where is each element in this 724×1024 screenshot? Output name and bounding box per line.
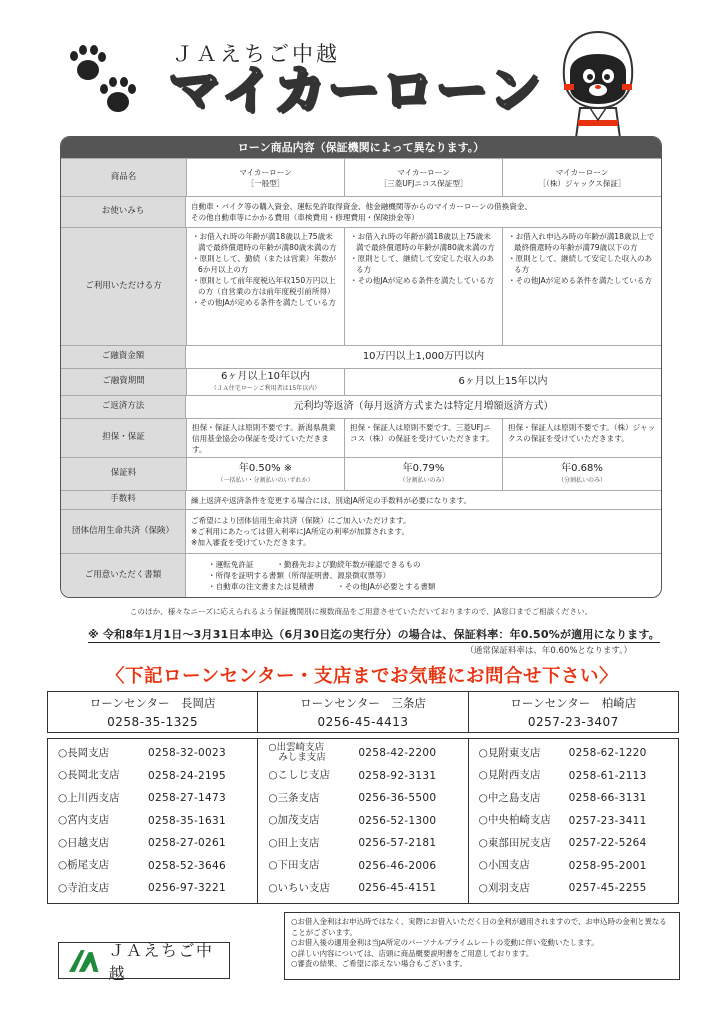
row-label: 団体信用生命共済（保険） bbox=[61, 510, 186, 553]
loan-center-nagaoka: ローンセンター 長岡店 0258-35-1325 bbox=[48, 692, 258, 732]
normal-rate-note: （通常保証料率は、年0.60%となります。） bbox=[465, 646, 632, 656]
fees-text: 繰上返済や返済条件を変更する場合には、別途JA所定の手数料が必要になります。 bbox=[191, 495, 472, 505]
phone-number: 0257-23-3407 bbox=[527, 715, 619, 729]
list-item: ○栃尾支店 0258-52-3646 bbox=[58, 859, 226, 872]
loan-center-sanjo: ローンセンター 三条店 0256-45-4413 bbox=[258, 692, 468, 732]
phone-number: 0258-35-1325 bbox=[107, 715, 199, 729]
row-product-name bbox=[61, 158, 661, 196]
loan-period-guaranteed: 6ヶ月以上15年以内 bbox=[458, 375, 548, 387]
list-item: ○下田支店 0256-46-2006 bbox=[268, 859, 437, 872]
row-label: ご融資金額 bbox=[61, 346, 186, 368]
list-item: ○出雲崎支店 みしま支店 0258-42-2200 bbox=[268, 742, 437, 764]
list-item: ○長岡支店 0258-32-0023 bbox=[58, 746, 226, 760]
purpose-text: 自動車・バイク等の購入資金、運転免許取得資金、他金融機関等からのマイカーローンの借換資金、 その他自動車等にかかる費用（車検費用・修理費用・保険掛金等） bbox=[191, 202, 533, 222]
collateral-jaccs: 担保・保証人は原則不要です。（株）ジャックスの保証を受けていただきます。 bbox=[508, 423, 656, 443]
consultation-note: このほか、様々なニーズに応えられるよう保証機関別に複数商品をご用意させていただいておりますので、JA窓口までご相談ください。 bbox=[129, 607, 593, 616]
guarantee-fee-mufg-nicos: 年0.79% （分割払いのみ） bbox=[345, 458, 503, 490]
row-label: ご返済方法 bbox=[61, 396, 186, 418]
row-fees bbox=[61, 490, 661, 509]
row-label: 手数料 bbox=[61, 491, 186, 509]
row-loan-period bbox=[61, 368, 661, 395]
list-item: ○加茂支店 0256-52-1300 bbox=[268, 814, 437, 827]
list-item: ○上川西支店 0258-27-1473 bbox=[58, 791, 226, 805]
repayment-method: 元利均等返済（毎月返済方式または特定月増額返済方式） bbox=[293, 400, 554, 412]
collateral-mufg-nicos: 担保・保証人は原則不要です。三菱UFJニコス（株）の保証を受けていただきます。 bbox=[345, 419, 503, 457]
list-item: ○日越支店 0258-27-0261 bbox=[58, 836, 226, 850]
list-item: ○長岡北支店 0258-24-2195 bbox=[58, 769, 226, 782]
mascot-illustration bbox=[556, 28, 640, 146]
phone-number: 0256-45-4413 bbox=[317, 715, 409, 729]
branch-list bbox=[47, 738, 679, 904]
loan-product-table bbox=[60, 136, 662, 598]
branch-column-2 bbox=[258, 739, 468, 903]
list-item: ○寺泊支店 0256-97-3221 bbox=[58, 881, 226, 895]
paw-prints-icon bbox=[66, 42, 146, 122]
branch-column-3 bbox=[469, 739, 678, 903]
row-label: 保証料 bbox=[61, 458, 187, 490]
row-label: 商品名 bbox=[61, 159, 187, 196]
documents-text: ・運転免許証 ・勤務先および勤続年数が確認できるもの ・所得を証明する書類（所得証明書、源泉徴収票等） ・自動車の注文書または見積書 ・その他JAが必要とする書類 bbox=[208, 560, 436, 591]
list-item: ○東部田尻支店 0257-22-5264 bbox=[478, 836, 647, 850]
contact-heading: 〈下記ローンセンター・支店までお気軽にお問合せ下さい〉 bbox=[106, 666, 618, 687]
eligibility-mufg-nicos: ・お借入れ時の年齢が満18歳以上75歳未満で最終償還時の年齢が満80歳未満の方 ・原則として、継続して安定した収入のある方 ・その他JAが定める条件を満たしている方 bbox=[345, 228, 503, 345]
branch-column-1 bbox=[48, 739, 258, 903]
guarantee-fee-jaccs: 年0.68% （分割払いのみ） bbox=[557, 463, 606, 484]
list-item: ○中央柏崎支店 0257-23-3411 bbox=[478, 814, 647, 827]
loan-amount-value: 10万円以上1,000万円以内 bbox=[362, 350, 485, 362]
row-label: 担保・保証 bbox=[61, 419, 187, 457]
page-title: マイカーローン bbox=[168, 61, 543, 121]
list-item: ○こしじ支店 0258-92-3131 bbox=[268, 769, 437, 782]
loan-centers bbox=[47, 691, 679, 733]
guarantee-fee-general: 年0.50% ※ （一括払い・分割払いのいずれか） bbox=[187, 458, 345, 490]
list-item: ○小国支店 0258-95-2001 bbox=[478, 859, 647, 872]
list-item: ○見附西支店 0258-61-2113 bbox=[478, 769, 647, 782]
product-mufg-nicos: マイカーローン ［三菱UFJニコス保証型］ bbox=[345, 159, 503, 196]
table-header: ローン商品内容（保証機関によって異なります。） bbox=[61, 137, 661, 158]
ja-logo-icon bbox=[67, 950, 100, 972]
row-repayment bbox=[61, 395, 661, 418]
list-item: ○いちい支店 0256-45-4151 bbox=[268, 881, 437, 895]
row-label: ご融資期間 bbox=[61, 369, 187, 395]
row-label: ご用意いただく書類 bbox=[61, 554, 186, 597]
eligibility-jaccs: ・お借入れ申込み時の年齢が満18歳以上で最終償還時の年齢が満79歳以下の方 ・原則として、継続して安定した収入のある方 ・その他JAが定める条件を満たしている方 bbox=[508, 232, 655, 285]
list-item: ○宮内支店 0258-35-1631 bbox=[58, 814, 226, 827]
list-item: ○刈羽支店 0257-45-2255 bbox=[478, 881, 647, 895]
row-purpose bbox=[61, 196, 661, 227]
list-item: ○見附東支店 0258-62-1220 bbox=[478, 746, 647, 760]
row-eligibility bbox=[61, 227, 661, 345]
row-documents bbox=[61, 553, 661, 597]
list-item: ○三条支店 0256-36-5500 bbox=[268, 791, 437, 805]
list-item: ○中之島支店 0258-66-3131 bbox=[478, 791, 647, 805]
row-label: ご利用 いただける方 bbox=[61, 228, 187, 345]
campaign-rate-note: ※ 令和8年1月1日～3月31日本申込（6月30日迄の実行分）の場合は、保証料率：年0.50%が適用になります。 bbox=[88, 628, 660, 641]
row-loan-amount bbox=[61, 345, 661, 368]
eligibility-general: ・お借入れ時の年齢が満18歳以上75歳未満で最終償還時の年齢が満80歳未満の方 ・原則として、勤続（または営業）年数が6か月以上の方 ・原則として前年度税込年収150万円以上の方（自営業の方は前年度税引前所得） ・その他JAが定める条件を満たしている方 bbox=[187, 228, 345, 345]
list-item: ○田上支店 0256-57-2181 bbox=[268, 836, 437, 850]
insurance-text: ご希望により団体信用生命共済（保険）にご加入いただけます。 ※ご利用にあたっては借入利率にJA所定の利率が加算されます。 ※加入審査を受けていただきます。 bbox=[191, 516, 411, 547]
logo-text: ＪＡえちご中越 bbox=[108, 940, 214, 983]
row-group-insurance bbox=[61, 509, 661, 553]
loan-center-kashiwazaki: ローンセンター 柏崎店 0257-23-3407 bbox=[469, 692, 678, 732]
collateral-general: 担保・保証人は原則不要です。新潟県農業信用基金協会の保証を受けていただきます。 bbox=[187, 419, 345, 457]
row-collateral bbox=[61, 418, 661, 457]
product-jaccs: マイカーローン ［（株）ジャックス保証］ bbox=[538, 167, 626, 188]
row-guarantee-fee bbox=[61, 457, 661, 490]
loan-period-general: 6ヶ月以上10年以内 （ＪＡ住宅ローンご利用者は15年以内） bbox=[187, 369, 345, 395]
organization-name: ＪＡえちご中越 bbox=[172, 42, 340, 66]
footer-notes: ○お借入金利はお申込時ではなく、実際にお借入いただく日の金利が適用されますので、お申込時の金利と異なることがございます。 ○お借入後の適用金利は当JA所定のパーソナルプライムレートの変動に伴い変動いたします。 ○詳しい内容については、店頭に商品概要説明書をご用意しております。 ○審査の結果、ご希望に添えない場合もございます。 bbox=[284, 912, 680, 980]
product-general: マイカーローン ［一般型］ bbox=[187, 159, 345, 196]
ja-logo bbox=[58, 940, 230, 983]
row-label: お使いみち bbox=[61, 197, 186, 227]
